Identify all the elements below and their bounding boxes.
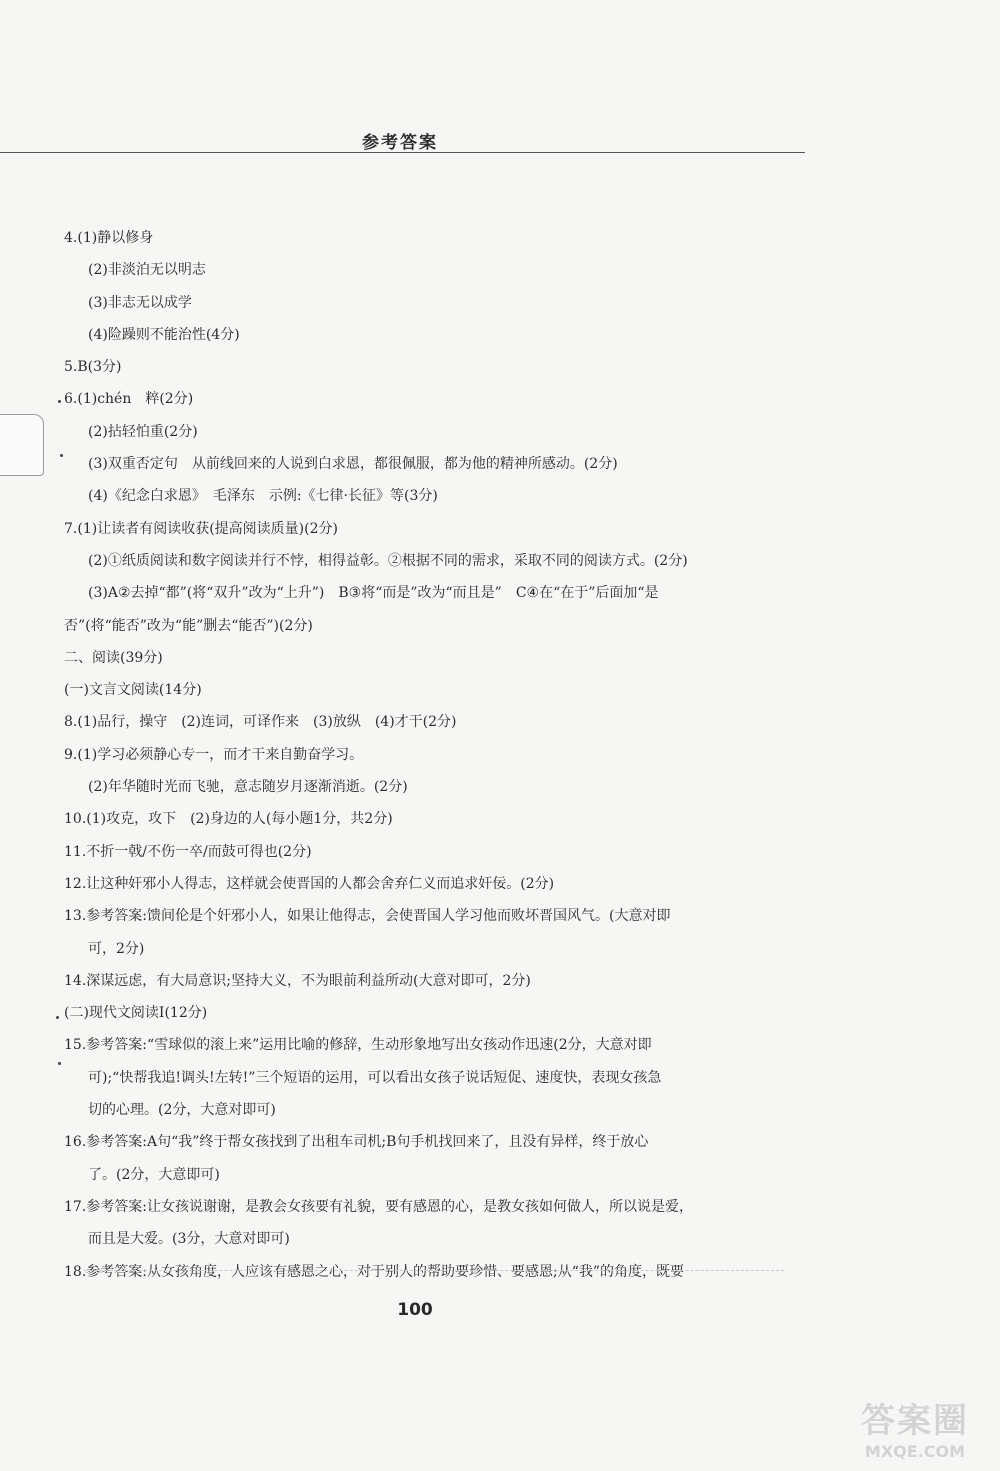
scan-speck [60,454,63,457]
answer-line: 5.B(3分) [64,359,122,376]
scan-speck [58,1062,61,1065]
answer-line: 否”(将“能否”改为“能”删去“能否”)(2分) [64,617,313,634]
answer-line: 可，2分) [88,940,145,957]
answer-line: (4)险躁则不能治性(4分) [88,326,240,343]
answer-line: 10.(1)攻克，攻下 (2)身边的人(每小题1分，共2分) [64,811,393,828]
answer-line: 6.(1)chén 粹(2分) [64,391,194,408]
subsection-heading: (二)现代文阅读Ⅰ(12分) [64,1005,208,1022]
answer-line: (3)双重否定句 从前线回来的人说到白求恩，都很佩服，都为他的精神所感动。(2分) [88,456,618,473]
answer-line: 14.深谋远虑，有大局意识;坚持大义，不为眼前利益所动(大意对即可，2分) [64,972,531,989]
answer-line: (2)年华随时光而飞驰，意志随岁月逐渐消逝。(2分) [88,779,408,796]
answer-line: 而且是大爱。(3分，大意对即可) [88,1231,290,1248]
margin-stamp [0,414,44,476]
answer-line: (3)A②去掉“都”(将“双升”改为“上升”) B③将“而是”改为“而且是” C④在“在于”后面加“是 [88,585,659,602]
answer-line: 16.参考答案:A句“我”终于帮女孩找到了出租车司机;B句手机找回来了，且没有异样，终于放心 [64,1134,649,1151]
answer-line: 15.参考答案:“雪球似的滚上来”运用比喻的修辞，生动形象地写出女孩动作迅速(2分，大意对即 [64,1037,652,1054]
scan-speck [58,400,61,403]
page-number: 100 [397,1300,433,1320]
answer-line: (4)《纪念白求恩》 毛泽东 示例:《七律·长征》等(3分) [88,488,438,505]
answer-line: 4.(1)静以修身 [64,230,154,246]
header-rule [0,152,805,153]
answer-line: 了。(2分，大意即可) [88,1166,220,1183]
answer-line: 切的心理。(2分，大意对即可) [88,1102,276,1119]
watermark-main: 答案圈 [861,1401,969,1441]
scan-speck [56,1016,59,1019]
answer-line: (2)拈轻怕重(2分) [88,423,198,440]
answer-content [64,222,814,1288]
answer-line: 7.(1)让读者有阅读收获(提高阅读质量)(2分) [64,520,338,537]
answer-line: 11.不折一戟/不伤一卒/而鼓可得也(2分) [64,843,312,860]
answer-line: 13.参考答案:馈间伦是个奸邪小人，如果让他得志，会使晋国人学习他而败坏晋国风气。(大意对即 [64,908,671,925]
footer-rule [84,1270,784,1271]
watermark-url: MXQE.COM [864,1442,966,1461]
subsection-heading: (一)文言文阅读(14分) [64,682,202,699]
answer-line: 18.参考答案:从女孩角度，人应该有感恩之心，对于别人的帮助要珍惜、要感恩;从“我”的角度，既要 [64,1263,685,1280]
answer-line: (3)非志无以成学 [88,294,192,311]
section-heading: 二、阅读(39分) [64,649,163,666]
answer-line: 9.(1)学习必须静心专一，而才干来自勤奋学习。 [64,746,364,763]
answer-line: 8.(1)品行，操守 (2)连词，可译作来 (3)放纵 (4)才干(2分) [64,714,457,731]
answer-line: (2)非淡泊无以明志 [88,262,206,279]
answer-line: (2)①纸质阅读和数字阅读并行不悖，相得益彰。②根据不同的需求，采取不同的阅读方式。(2分) [88,552,688,569]
answer-line: 可);“快帮我追!调头!左转!”三个短语的运用，可以看出女孩子说话短促、速度快，表现女孩急 [88,1069,662,1086]
answer-line: 17.参考答案:让女孩说谢谢，是教会女孩要有礼貌，要有感恩的心，是教女孩如何做人，所以说是爱， [64,1198,693,1215]
watermark-logo [835,1400,995,1466]
answer-line: 12.让这种奸邪小人得志，这样就会使晋国的人都会舍弃仁义而追求奸佞。(2分) [64,875,555,892]
page-header-title: 参考答案 [362,133,438,153]
